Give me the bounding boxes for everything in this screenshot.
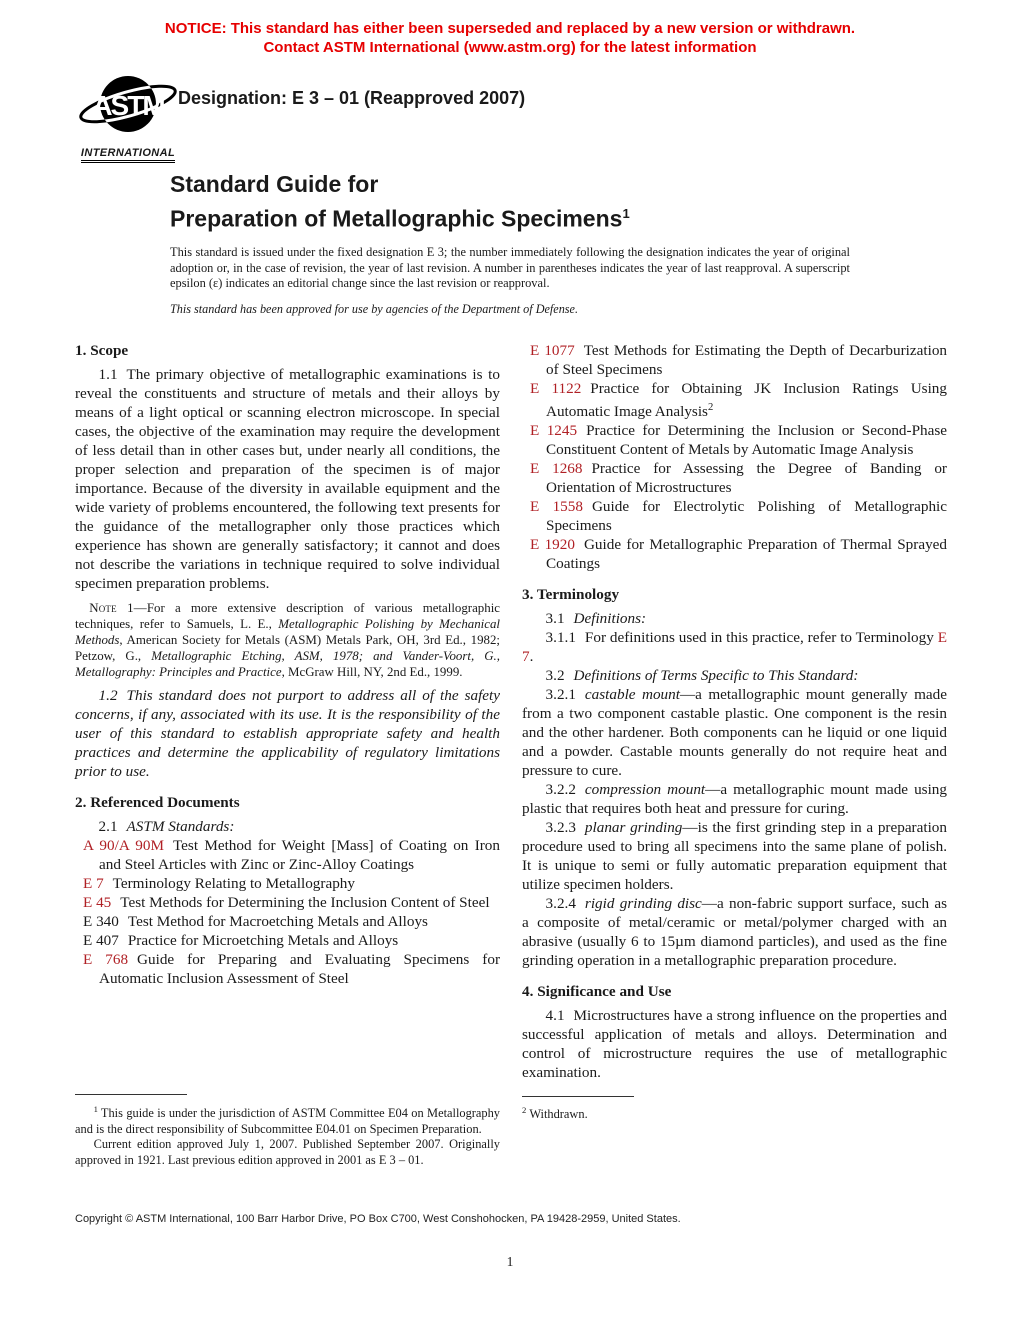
reference-code-link[interactable]: E 1245 [530, 422, 578, 440]
defined-term: castable mount [584, 686, 680, 704]
footnote-number: 2 [522, 1105, 527, 1116]
section-2-heading: 2. Referenced Documents [75, 794, 240, 811]
reference-item [522, 535, 947, 573]
definition-text: —is the first grinding step in a preparation procedure used to bring all specimens into the same plane of polish. It is unique to semi or fully automatic preparation equipment that utilize specimen holders. [522, 819, 947, 894]
paragraph-number: 4.1 [545, 1007, 565, 1025]
definition-text: —a non-fabric support surface, such as a composite of metal/ceramic or metal/polymer charged with an abrasive (usually 6 to 15µm diamond particles), and used as the fine grinding operation in a metallographic preparation procedure. [522, 895, 947, 970]
issuing-statement: This standard is issued under the fixed designation E 3; the number immediately following the designation indicates the year of original adoption or, in the case of revision, the year of last revision. A number in parentheses indicates the year of last reapproval. A superscript epsilon (ε) indicates an editorial change since the last revision or reapproval. [170, 245, 850, 291]
paragraph-3-1 [522, 609, 947, 628]
supersession-notice [0, 20, 1020, 57]
note-text: For a more extensive description of various metallographic techniques, refer to Samuels, L. E., [75, 601, 501, 631]
reference-title: Guide for Electrolytic Polishing of Metallographic Specimens [546, 498, 947, 535]
note-text: , American Society for Metals (ASM) Metals Park, OH, 3rd Ed., 1982; Petzow, G., [75, 633, 500, 663]
notice-line-1: NOTICE: This standard has either been superseded and replaced by a new version or withdrawn. [164, 20, 856, 37]
footnote-text: Current edition approved July 1, 2007. Published September 2007. Originally approved in 1921. Last previous edition approved in 2001 as E 3 – 01. [75, 1137, 500, 1167]
reference-code-link[interactable]: A 90/A 90M [83, 837, 164, 854]
reference-code-link[interactable]: E 1122 [530, 380, 582, 397]
footnote-text: This guide is under the jurisdiction of ASTM Committee E04 on Metallography and is the direct responsibility of Subcommittee E04.01 on Specimen Preparation. [75, 1106, 500, 1136]
paragraph-number: 3.2 [545, 667, 565, 685]
reference-title: Guide for Preparing and Evaluating Specimens for Automatic Inclusion Assessment of Steel [99, 951, 500, 987]
title-line-2: Preparation of Metallographic Specimens [170, 205, 623, 232]
paragraph-3-2-1 [522, 685, 947, 780]
astm-logo-international: INTERNATIONAL [81, 147, 175, 163]
document-title [170, 170, 630, 234]
note-label: Note 1— [89, 601, 147, 615]
reference-item [522, 341, 947, 379]
reference-code: E 340 [83, 913, 119, 930]
reference-code-link[interactable]: E 1558 [530, 498, 583, 516]
copyright-line: Copyright © ASTM International, 100 Barr Harbor Drive, PO Box C700, West Conshohocken, PA 19428-2959, United States. [75, 1213, 681, 1225]
reference-item [75, 950, 500, 988]
reference-item [522, 459, 947, 497]
paragraph-2-1 [75, 817, 500, 836]
left-column [75, 341, 500, 1123]
footnote-number: 1 [93, 1104, 98, 1114]
reference-item [75, 931, 500, 950]
reference-code-link[interactable]: E 1920 [530, 536, 575, 554]
defined-term: planar grinding [584, 819, 683, 837]
reference-footnote-marker: 2 [707, 402, 714, 413]
notice-line-2: Contact ASTM International (www.astm.org) for the latest information [263, 38, 757, 56]
reference-title: Practice for Assessing the Degree of Banding or Orientation of Microstructures [546, 460, 947, 497]
paragraph-1-1 [75, 365, 500, 593]
right-column [522, 341, 947, 1123]
title-footnote-marker: 1 [622, 206, 630, 221]
paragraph-text: The primary objective of metallographic examinations is to reveal the constituents and structure of metals and their alloys by means of a light optical or scanning electron microscope. In special cases, the objective of the examination may require the development of less detail than in other cases but, under nearly all conditions, the proper selection and preparation of the specimen is of major importance. Because of the diversity in available equipment and the wide variety of problems encountered, the following text presents for the guidance of the metallographer only those practices which experience has shown are generally satisfactory; it cannot and does not describe the variations in technique required to solve individual specimen preparation problems. [75, 366, 500, 592]
reference-code: E 407 [83, 932, 119, 949]
definitions-label: Definitions: [573, 610, 647, 628]
reference-code-link[interactable]: E 7 [83, 875, 104, 892]
footnote-1-block [75, 1094, 500, 1169]
reference-title: Practice for Determining the Inclusion or Second-Phase Constituent Content of Metals by Automatic Image Analysis [546, 422, 947, 459]
astm-logo [70, 74, 186, 163]
paragraph-3-2-4 [522, 894, 947, 970]
definition-text: —a metallographic mount made using plastic that requires both heat and pressure for curing. [522, 781, 947, 818]
paragraph-1-2 [75, 686, 500, 781]
paragraph-text: For definitions used in this practice, refer to Terminology [584, 629, 938, 647]
paragraph-number: 3.2.4 [545, 895, 576, 913]
reference-item [75, 874, 500, 893]
definition-text: —a metallographic mount generally made from a two component castable plastic. One component is the resin and the other hardener. Both components can he liquid or one liquid and a powder. Castable mounts generally do not require heat and pressure to cure. [522, 686, 947, 780]
reference-item [522, 497, 947, 535]
footnote-text: Withdrawn. [529, 1107, 588, 1122]
paragraph-3-2-3 [522, 818, 947, 894]
paragraph-number: 1.2 [98, 687, 118, 704]
reference-title: Test Method for Weight [Mass] of Coating on Iron and Steel Articles with Zinc or Zinc-Alloy Coatings [99, 837, 500, 873]
reference-code-link[interactable]: E 45 [83, 894, 112, 911]
paragraph-number: 3.2.1 [545, 686, 576, 704]
reference-title: Terminology Relating to Metallography [112, 875, 355, 892]
book-title: Metallographic Etching, ASM, 1978; and Vander-Voort, G., Metallography: Principles and Practice [75, 649, 500, 679]
reference-item [522, 421, 947, 459]
footnote-1-paragraph-2 [75, 1137, 500, 1168]
reference-code-link[interactable]: E 1268 [530, 460, 583, 478]
reference-code-link[interactable]: E 768 [83, 951, 129, 968]
book-title: Metallographic Polishing by Mechanical Methods [75, 617, 500, 647]
reference-item [522, 379, 947, 421]
definitions-label: Definitions of Terms Specific to This Standard: [573, 667, 859, 685]
paragraph-number: 1.1 [98, 366, 118, 383]
dod-approval-note: This standard has been approved for use by agencies of the Department of Defense. [170, 302, 578, 316]
title-line-1: Standard Guide for [170, 171, 379, 197]
designation: Designation: E 3 – 01 (Reapproved 2007) [178, 88, 526, 108]
paragraph-number: 3.2.3 [545, 819, 576, 837]
reference-title: Test Method for Macroetching Metals and Alloys [127, 913, 428, 930]
paragraph-4-1 [522, 1006, 947, 1082]
astm-logo-text: ASTM [92, 90, 164, 121]
note-text: , McGraw Hill, NY, 2nd Ed., 1999. [281, 665, 463, 679]
paragraph-number: 3.2.2 [545, 781, 576, 799]
reference-title: Test Methods for Determining the Inclusion Content of Steel [120, 894, 490, 911]
footnote-separator [75, 1094, 187, 1095]
reference-title: Practice for Microetching Metals and Alloys [127, 932, 399, 949]
paragraph-text: Microstructures have a strong influence on the properties and successful application of metals and alloys. Determination and control of microstructure requires the use of metallographic examination. [522, 1007, 947, 1082]
reference-code-link[interactable]: E 1077 [530, 342, 575, 359]
reference-item [75, 836, 500, 874]
reference-code-link[interactable]: E 7 [522, 629, 947, 666]
section-1-heading: 1. Scope [75, 342, 129, 359]
paragraph-number: 2.1 [98, 818, 118, 835]
paragraph-text: This standard does not purport to address all of the safety concerns, if any, associated with its use. It is the responsibility of the user of this standard to establish appropriate safety and health practices and determine the applicability of regulatory limitations prior to use. [75, 687, 500, 780]
two-column-body [75, 341, 947, 1123]
section-3-heading: 3. Terminology [522, 586, 620, 604]
astm-globe-icon [76, 74, 180, 138]
astm-standards-label: ASTM Standards: [126, 818, 235, 835]
reference-title: Guide for Metallographic Preparation of Thermal Sprayed Coatings [546, 536, 947, 573]
paragraph-text: . [529, 648, 534, 666]
footnote-2 [522, 1103, 947, 1123]
paragraph-3-1-1 [522, 628, 947, 666]
paragraph-number: 3.1 [545, 610, 565, 628]
reference-title: Test Methods for Estimating the Depth of Decarburization of Steel Specimens [546, 342, 948, 378]
defined-term: rigid grinding disc [584, 895, 702, 913]
note-1 [75, 600, 500, 680]
footnote-separator [522, 1096, 634, 1097]
section-4-heading: 4. Significance and Use [522, 983, 672, 1001]
paragraph-3-2 [522, 666, 947, 685]
defined-term: compression mount [584, 781, 706, 799]
page-number: 1 [506, 1254, 514, 1269]
paragraph-number: 3.1.1 [545, 629, 576, 647]
reference-item [75, 912, 500, 931]
reference-item [75, 893, 500, 912]
footnote-1-paragraph-1 [75, 1102, 500, 1137]
paragraph-3-2-2 [522, 780, 947, 818]
reference-title: Practice for Obtaining JK Inclusion Ratings Using Automatic Image Analysis [546, 380, 947, 421]
